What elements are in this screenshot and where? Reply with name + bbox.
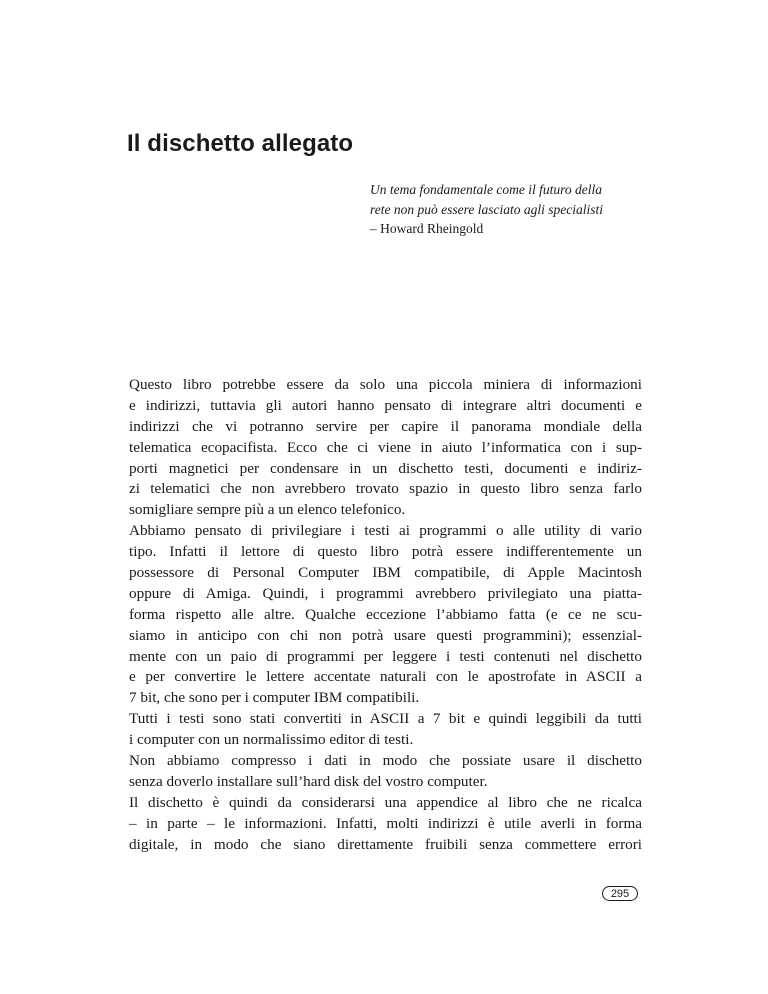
body-line: – in parte – le informazioni. Infatti, molti indirizzi è utile averli in forma xyxy=(129,814,642,832)
body-line: forma rispetto alle altre. Qualche eccezione l’abbiamo fatta (e ce ne scu- xyxy=(129,605,642,623)
body-line: 7 bit, che sono per i computer IBM compatibili. xyxy=(129,689,420,707)
body-line: e indirizzi, tuttavia gli autori hanno pensato di integrare altri documenti e xyxy=(129,396,642,414)
epigraph-quote-line: rete non può essere lasciato agli specialisti xyxy=(370,201,603,217)
body-line: senza doverlo installare sull’hard disk del vostro computer. xyxy=(129,772,488,790)
epigraph-quote-line: Un tema fondamentale come il futuro della xyxy=(370,182,602,197)
page-number: 295 xyxy=(602,886,638,901)
body-line: Non abbiamo compresso i dati in modo che possiate usare il dischetto xyxy=(129,752,642,770)
body-line: digitale, in modo che siano direttamente fruibili senza commettere errori xyxy=(129,835,642,853)
body-line: porti magnetici per condensare in un dischetto testi, documenti e indiriz- xyxy=(129,459,642,477)
body-line: telematica ecopacifista. Ecco che ci viene in aiuto l’informatica con i sup- xyxy=(129,438,642,456)
body-line: zi telematici che non avrebbero trovato spazio in questo libro senza farlo xyxy=(129,480,642,498)
body-line: tipo. Infatti il lettore di questo libro potrà essere indifferentemente un xyxy=(129,543,642,561)
body-line: oppure di Amiga. Quindi, i programmi avrebbero privilegiato una piatta- xyxy=(129,584,642,602)
body-line: mente con un paio di programmi per leggere i testi contenuti nel dischetto xyxy=(129,647,642,665)
body-line: Questo libro potrebbe essere da solo una piccola miniera di informazioni xyxy=(129,376,642,393)
body-line: indirizzi che vi potranno servire per capire il panorama mondiale della xyxy=(129,417,642,435)
epigraph xyxy=(370,180,670,239)
epigraph-attribution: – Howard Rheingold xyxy=(370,221,484,236)
body-line: siamo in anticipo con chi non potrà usare questi programmini); essenzial- xyxy=(129,626,642,644)
body-line: i computer con un normalissimo editor di testi. xyxy=(129,731,414,749)
body-line: somigliare sempre più a un elenco telefonico. xyxy=(129,501,406,519)
body-text xyxy=(129,375,642,855)
chapter-title: Il dischetto allegato xyxy=(127,130,354,157)
body-line: Il dischetto è quindi da considerarsi una appendice al libro che ne ricalca xyxy=(129,793,642,811)
body-line: e per convertire le lettere accentate naturali con le apostrofate in ASCII a xyxy=(129,668,642,686)
body-line: Tutti i testi sono stati convertiti in ASCII a 7 bit e quindi leggibili da tutti xyxy=(129,710,642,728)
body-line: Abbiamo pensato di privilegiare i testi ai programmi o alle utility di vario xyxy=(129,522,642,540)
body-line: possessore di Personal Computer IBM compatibile, di Apple Macintosh xyxy=(129,564,642,582)
